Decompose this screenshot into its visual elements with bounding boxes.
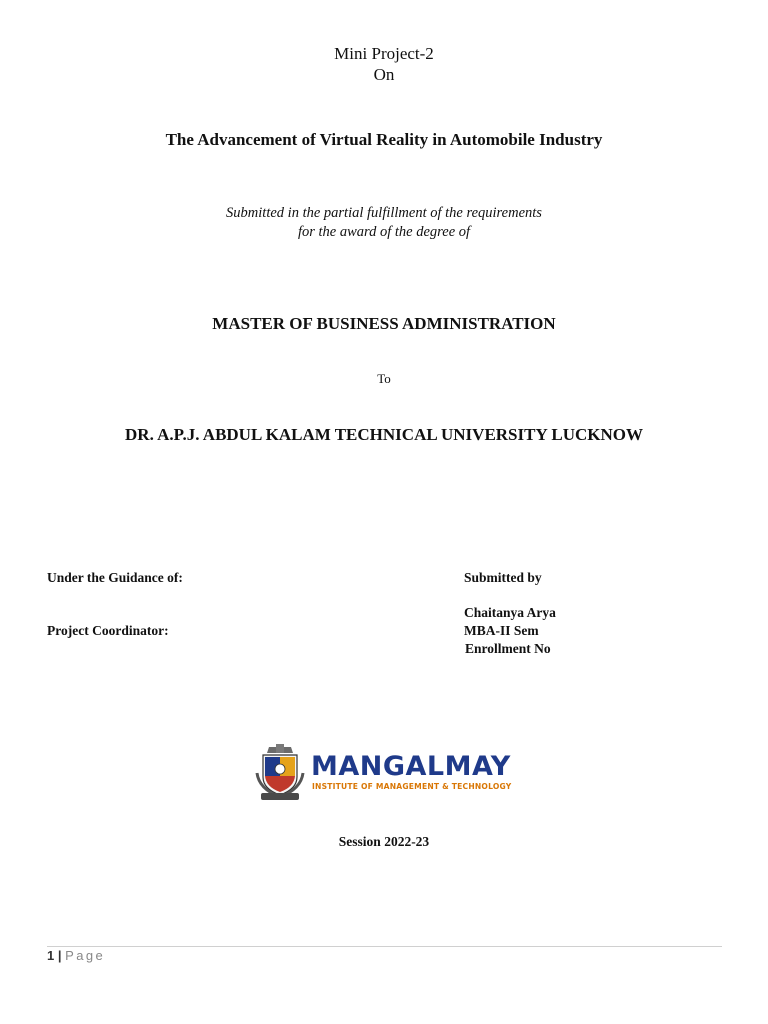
session-label: Session 2022-23 [338,834,430,849]
logo-subtitle: INSTITUTE OF MANAGEMENT & TECHNOLOGY [312,782,512,791]
coordinator-label: Project Coordinator: [47,623,169,638]
page-number: 1 [47,948,55,963]
enrollment-label: Enrollment No [465,641,551,656]
project-title: The Advancement of Virtual Reality in Automobile Industry [165,130,603,149]
university-name: DR. A.P.J. ABDUL KALAM TECHNICAL UNIVERSITY LUCKNOW [125,425,643,444]
student-program: MBA-II Sem [464,623,539,638]
on-label: On [373,65,395,84]
institute-logo [253,743,518,801]
logo-wordmark: MANGALMAY [311,751,511,782]
page-label: Page [65,948,106,963]
submitted-by-label: Submitted by [464,570,542,585]
to-label: To [377,371,391,386]
guidance-label: Under the Guidance of: [47,570,183,585]
project-label: Mini Project-2 [334,44,434,63]
page-footer [47,948,105,963]
footer-separator: | [57,948,62,963]
footer-divider [47,946,722,947]
degree-name: MASTER OF BUSINESS ADMINISTRATION [212,314,556,333]
crest-icon [253,743,307,801]
submission-line-1: Submitted in the partial fulfillment of the requirements [226,205,542,221]
student-name: Chaitanya Arya [464,605,556,620]
submission-line-2: for the award of the degree of [297,224,471,240]
